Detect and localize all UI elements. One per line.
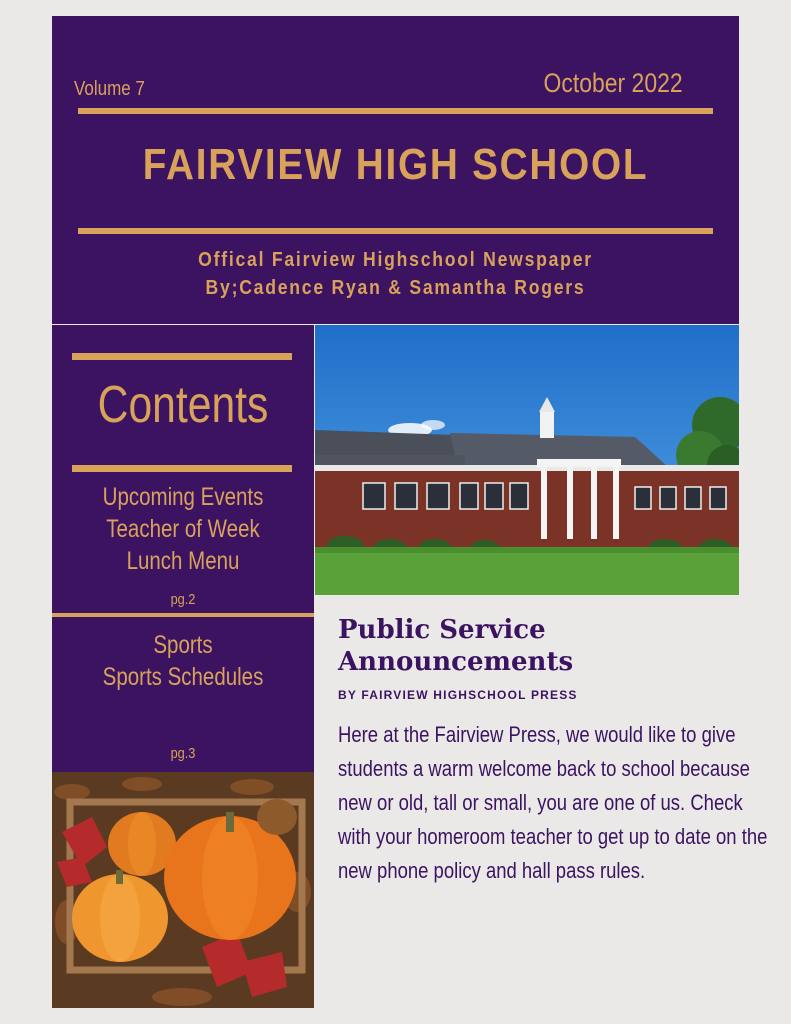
- masthead-subtitle: [93, 246, 698, 302]
- page-number-2: pg.3: [170, 745, 196, 762]
- contents-rule-bottom: [72, 465, 292, 472]
- contents-item: Sports: [153, 631, 213, 659]
- contents-divider: [52, 613, 314, 617]
- psa-article: [338, 614, 778, 888]
- newspaper-title: FAIRVIEW HIGH SCHOOL: [142, 140, 649, 189]
- masthead: [52, 16, 739, 324]
- subtitle-line-1: Offical Fairview Highschool Newspaper: [198, 249, 593, 271]
- masthead-rule-bottom: [78, 228, 713, 234]
- contents-sidebar: [52, 325, 314, 772]
- contents-item: Teacher of Week: [106, 515, 260, 543]
- masthead-rule-top: [78, 108, 713, 114]
- contents-item: Sports Schedules: [102, 663, 264, 691]
- headline-line-1: Public Service: [338, 615, 546, 645]
- issue-date: October 2022: [543, 68, 683, 98]
- article-headline: [338, 614, 778, 678]
- volume-label: Volume 7: [74, 78, 145, 100]
- school-building-photo: [315, 325, 739, 595]
- contents-item: Lunch Menu: [126, 547, 240, 575]
- contents-section-1: [76, 481, 291, 577]
- pumpkin-photo: [52, 772, 314, 1008]
- contents-section-2: [76, 629, 291, 693]
- contents-item: Upcoming Events: [102, 483, 264, 511]
- contents-rule-top: [72, 353, 292, 360]
- contents-heading: Contents: [97, 376, 269, 434]
- subtitle-line-2: By;Cadence Ryan & Samantha Rogers: [205, 277, 586, 299]
- page-number-1: pg.2: [170, 591, 196, 608]
- article-body: Here at the Fairview Press, we would like to give students a warm welcome back to school because new or old, tall or small, you are one of us. Check with your homeroom teacher to get up to date on the new phone policy and hall pass rules.: [338, 722, 768, 883]
- article-byline: BY FAIRVIEW HIGHSCHOOL PRESS: [338, 688, 578, 702]
- headline-line-2: Announcements: [338, 647, 574, 677]
